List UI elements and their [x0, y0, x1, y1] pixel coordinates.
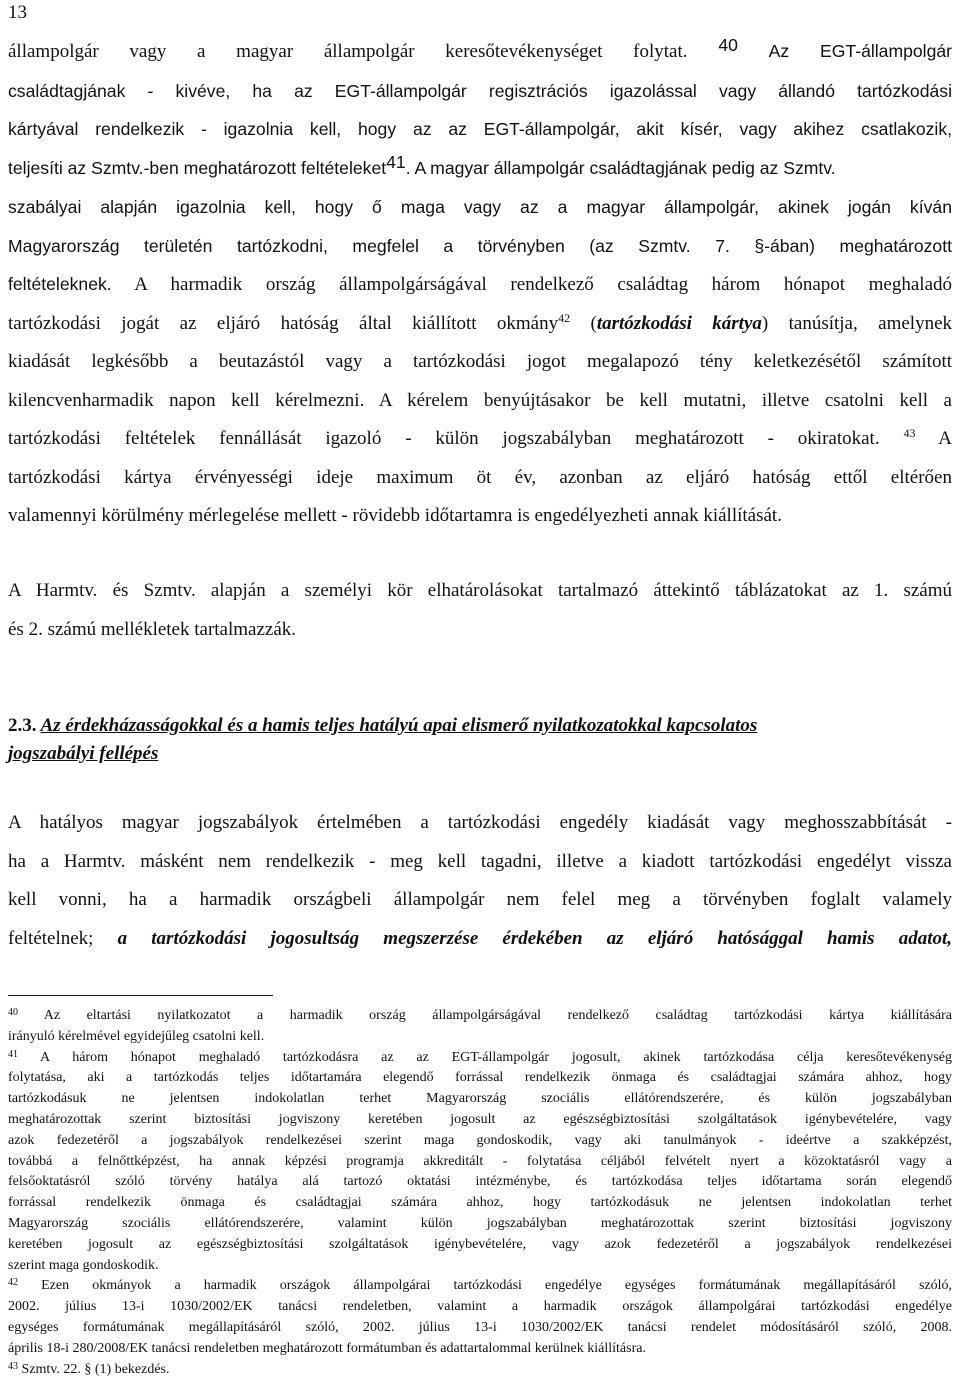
- text-line: feltételeknek. A harmadik ország állampolgárságával rendelkező családtag három hónapot meghaladó: [8, 274, 953, 295]
- text-line: A Harmtv. és Szmtv. alapján a személyi kör elhatárolásokat tartalmazó áttekintő táblázatokat az 1. számú: [8, 580, 952, 601]
- footnote-line: forrással rendelkezik önmaga és családtagjai számára ahhoz, hogy tartózkodásuk ne jelentsen indokolatlan terhet: [8, 1195, 952, 1211]
- section-number: 2.3.: [8, 715, 37, 736]
- text-line: családtagjának - kivéve, ha az EGT-állampolgár regisztrációs igazolással vagy állandó tartózkodási: [8, 80, 952, 101]
- emphasis-residence-card: tartózkodási kártya: [596, 312, 762, 334]
- footnotes: [8, 1006, 952, 1380]
- footnote-line: szerint maga gondoskodik.: [8, 1257, 159, 1273]
- paragraph-refusal: [8, 804, 952, 958]
- text-line: szabályai alapján igazolnia kell, hogy ő maga vagy az a magyar állampolgár, akinek jogán kíván: [8, 197, 952, 217]
- footnote-line: $^{43}$ Szmtv. 22. § (1) bekezdés.: [8, 1360, 170, 1377]
- footnote-line: egységes formátumának megállapításáról szóló, 2002. július 13-i 1030/2002/EK tanácsi rendelet módosításáról szóló, 2008.: [8, 1319, 952, 1335]
- footnote-40: [8, 1006, 952, 1048]
- footnote-separator: [8, 995, 273, 996]
- footnote-ref-43[interactable]: 43: [903, 426, 916, 440]
- heading-line: jogszabályi fellépés: [8, 743, 159, 764]
- footnote-line: $^{40}$ Az eltartási nyilatkozatot a harmadik ország állampolgárságával rendelkező családtag tartózkodási kártya kiállítására: [8, 1007, 952, 1023]
- footnote-line: azok fedezetéről a jogszabályok rendelkezései szerint maga gondoskodik, vagy aki tanulmányok - ideértve a szakképzést,: [8, 1132, 952, 1148]
- section-heading: [8, 712, 952, 768]
- text-line: tartózkodási feltételek fennállását igazoló - külön jogszabályban meghatározott - okiratokat. $^{43}$ A: [8, 426, 953, 449]
- text-line: feltételnek; a tartózkodási jogosultság megszerzése érdekében az eljáró hatósággal hamis adatot,: [8, 927, 952, 949]
- footnote-line: irányuló kérelmével egyidejűleg csatolni kell.: [8, 1028, 265, 1044]
- text-line: Magyarország területén tartózkodni, megfelel a törvényben (az Szmtv. 7. §-ában) meghatározott: [8, 235, 952, 256]
- paragraph-annex-reference: [8, 572, 952, 649]
- footnote-line: április 18-i 280/2008/EK tanácsi rendeletben meghatározott formátumban és adattartalommal kerülnek kiállításra.: [8, 1340, 646, 1356]
- footnote-line: Magyarország szociális ellátórendszerére, valamint külön jogszabályban meghatározottak szerint biztosítási jogviszony: [8, 1215, 952, 1231]
- footnote-line: $^{41}$ A három hónapot meghaladó tartózkodásra az az EGT-állampolgár jogosult, akinek tartózkodása célja keresőtevékenység: [8, 1048, 952, 1065]
- footnote-ref-40[interactable]: 40: [718, 35, 738, 55]
- text-line: A hatályos magyar jogszabályok értelmében a tartózkodási engedély kiadását vagy meghosszabbítását -: [8, 812, 952, 833]
- text-line: kártyával rendelkezik - igazolnia kell, hogy az az EGT-állampolgár, akit kísér, vagy akihez csatlakozik,: [8, 119, 952, 139]
- text-line: kiadását legkésőbb a beutazástól vagy a tartózkodási jogot megalapozó tény keletkezésétől számított: [8, 351, 952, 372]
- footnote-42: [8, 1276, 952, 1359]
- footnote-41: [8, 1048, 952, 1277]
- text-line: kell vonni, ha a harmadik országbeli állampolgár nem felel meg a törvényben foglalt valamely: [8, 889, 952, 910]
- heading-line: 2.3. Az érdekházasságokkal és a hamis teljes hatályú apai elismerő nyilatkozatokkal kapcsolatos: [8, 715, 758, 736]
- footnote-ref-42[interactable]: 42: [558, 310, 571, 325]
- footnote-line: 2002. július 13-i 1030/2002/EK tanácsi rendeletben, valamint a harmadik országok állampolgárai tartózkodási engedélye: [8, 1299, 952, 1315]
- emphasis-false-data: a tartózkodási jogosultság megszerzése érdekében az eljáró hatósággal hamis adatot,: [117, 927, 952, 949]
- footnote-line: tartózkodásuk ne jelentsen indokolatlan terhet Magyarország szociális ellátórendszerére, és külön jogszabályban: [8, 1091, 952, 1107]
- footnote-line: folytatása, aki a tartózkodás teljes időtartamára elegendő forrással rendelkezik önmaga és családtagjai számára ahhoz, hogy: [8, 1070, 952, 1086]
- text-line: állampolgár vagy a magyar állampolgár keresőtevékenységet folytat. 40 Az EGT-állampolgár: [8, 35, 953, 62]
- text-line: teljesíti az Szmtv.-ben meghatározott feltételeket41. A magyar állampolgár családtagjának pedig az Szmtv.: [8, 151, 836, 178]
- text-line: és 2. számú mellékletek tartalmazzák.: [8, 618, 297, 640]
- footnote-ref-41[interactable]: 41: [386, 151, 406, 172]
- text-line: kilencvenharmadik napon kell kérelmezni. A kérelem benyújtásakor be kell mutatni, illetve csatolni kell a: [8, 389, 952, 411]
- paragraph-eu-family: [8, 32, 952, 536]
- footnote-line: meghatározottak szerint biztosítási jogviszony keretében jogosult az egészségbiztosítási szolgáltatások igénybevételére, vagy: [8, 1111, 952, 1127]
- text-line: tartózkodási kártya érvényességi ideje maximum öt év, azonban az eljáró hatóság ettől eltérően: [8, 466, 952, 488]
- text-line: tartózkodási jogát az eljáró hatóság által kiállított okmány$^{42}$ (tartózkodási kártya) tanúsítja, amelynek: [8, 310, 953, 334]
- text-line: valamennyi körülmény mérlegelése mellett - rövidebb időtartamra is engedélyezheti annak kiállítását.: [8, 505, 782, 526]
- footnote-line: felsőoktatásról szóló törvény hatálya alá tartozó oktatási intézménybe, és tartózkodása teljes időtartama során elegendő: [8, 1174, 952, 1190]
- footnote-line: $^{42}$ Ezen okmányok a harmadik országok állampolgárai tartózkodási engedélye egységes formátumának megállapításáról szóló,: [8, 1277, 953, 1294]
- page-number: 13: [8, 2, 27, 23]
- footnote-43: [8, 1360, 952, 1381]
- text-line: ha a Harmtv. másként nem rendelkezik - meg kell tagadni, illetve a kiadott tartózkodási engedélyt vissza: [8, 850, 952, 872]
- footnote-line: keretében jogosult az egészségbiztosítási szolgáltatások igénybevételére, vagy azok fedezetéről a jogszabályok rendelkezései: [8, 1236, 952, 1252]
- footnote-line: továbbá a felnőttképzést, ha annak képzési programja akkreditált - folytatása céljából felvételt nyert a közoktatásról vagy a: [8, 1153, 952, 1169]
